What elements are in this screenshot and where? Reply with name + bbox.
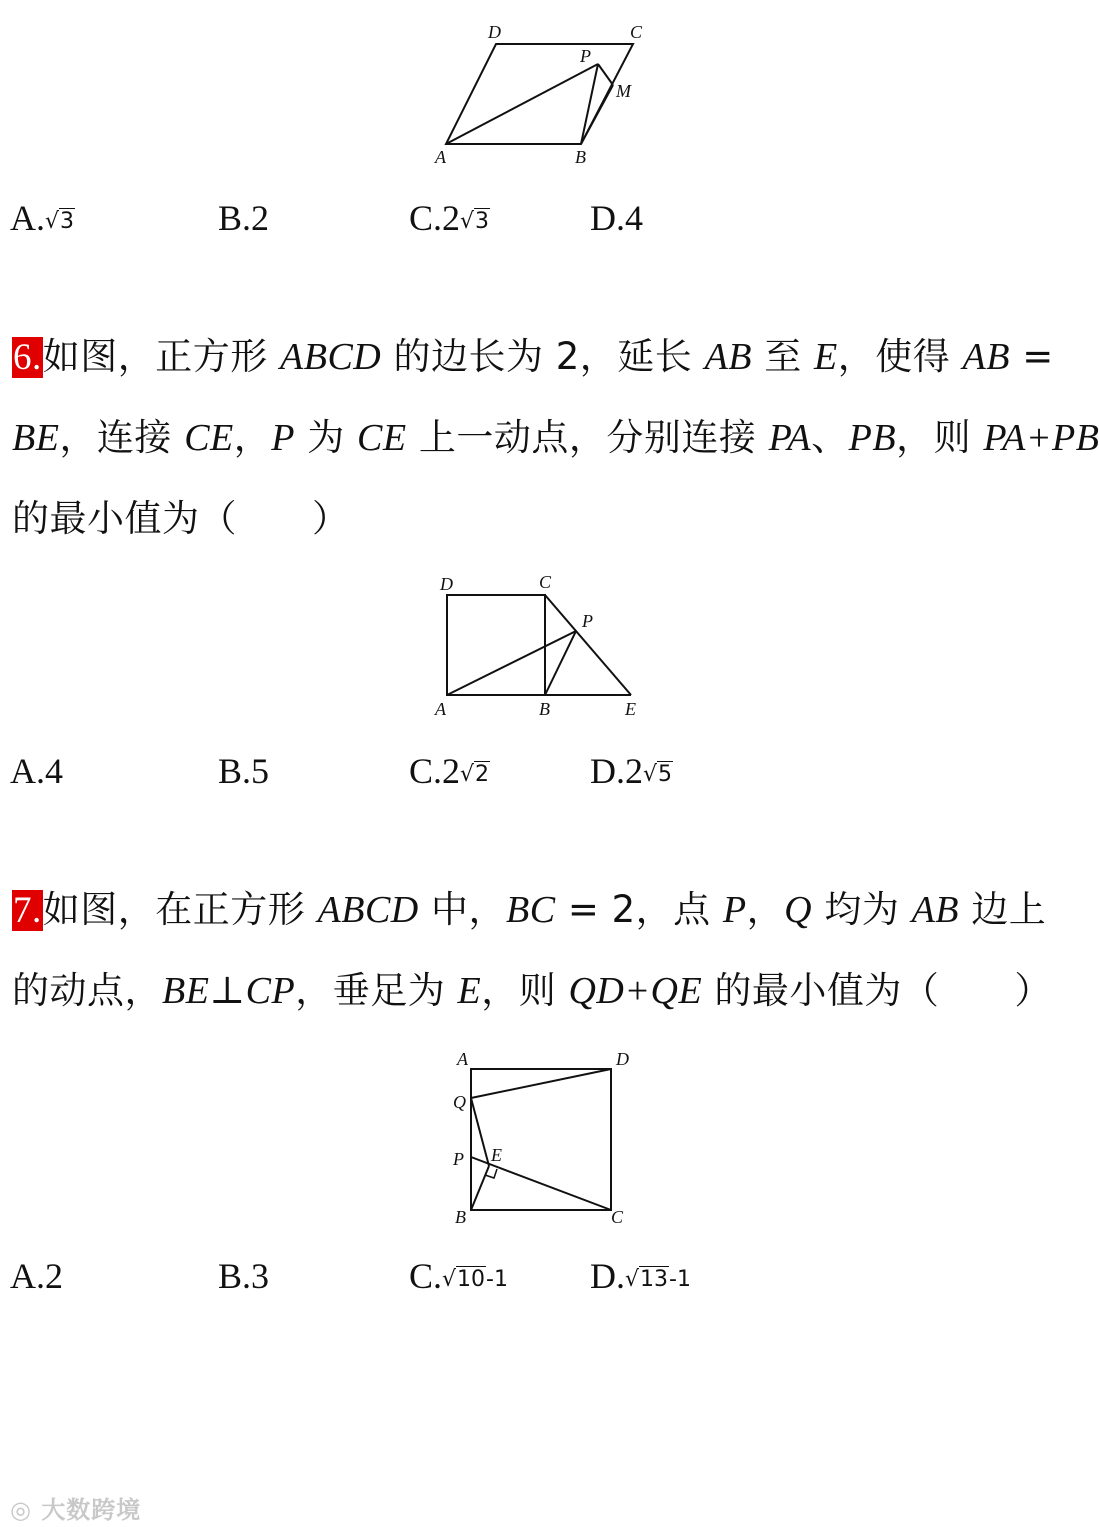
sqrt-expression: √3 [460,209,490,234]
q6-line-3: 的最小值为（ ） [12,497,350,540]
option-prefix: D. [590,751,625,791]
label-C: C [539,572,552,592]
q6-option-b[interactable] [218,751,269,791]
q7-option-b[interactable] [218,1256,269,1296]
sqrt-expression: √10-1 [442,1267,508,1292]
label-E: E [491,1145,502,1165]
option-value: 5 [251,751,270,791]
watermark-icon: ◎ [10,1496,32,1524]
q5-option-d[interactable] [590,198,643,238]
sqrt-expression: √3 [45,209,75,234]
option-prefix: A. [10,751,45,791]
option-coefficient: 2 [442,751,461,791]
q6-line-1: 6.如图，正方形 ABCD 的边长为 2，延长 AB 至 E，使得 AB = [13,335,1054,378]
label-C: C [630,22,643,42]
question-number: 6. [13,337,42,378]
q6-option-c[interactable] [409,751,490,795]
q6-option-d[interactable] [590,751,673,795]
option-coefficient: 2 [625,751,643,791]
sqrt-expression: √13-1 [625,1267,691,1292]
label-B: B [575,147,586,167]
watermark-text: 大数跨境 [41,1496,142,1524]
q5-option-a[interactable] [10,198,75,242]
label-Q: Q [453,1092,466,1112]
q7-option-a[interactable] [10,1256,63,1296]
q6-figure [425,565,655,725]
option-value: 2 [251,198,270,238]
option-prefix: B. [218,751,252,791]
option-prefix: C. [409,751,443,791]
q7-line-1: 7.如图，在正方形 ABCD 中，BC = 2，点 P，Q 均为 AB 边上 [13,888,1047,931]
option-prefix: A. [10,198,45,238]
label-M: M [616,81,631,101]
label-P: P [582,611,593,631]
label-P: P [453,1149,464,1169]
q6-stem [12,316,1099,559]
q7-line-2: 的动点，BE⊥CP，垂足为 E，则 QD+QE 的最小值为（ ） [12,969,1052,1012]
label-P: P [580,46,591,66]
label-D: D [440,574,453,594]
q7-option-c[interactable] [409,1256,508,1300]
option-prefix: D. [590,1256,625,1296]
option-value: 3 [251,1256,270,1296]
q5-figure [420,15,660,175]
option-prefix: B. [218,1256,252,1296]
option-value: 4 [45,751,63,791]
option-prefix: A. [10,1256,45,1296]
q6-line-2: BE，连接 CE，P 为 CE 上一动点，分别连接 PA、PB，则 PA+PB [12,416,1099,459]
q5-option-b[interactable] [218,198,269,238]
label-D: D [616,1049,629,1069]
q6-option-a[interactable] [10,751,63,791]
label-E: E [625,699,636,719]
watermark-logo [10,1490,141,1525]
label-B: B [539,699,550,719]
label-D: D [488,22,501,42]
q7-option-d[interactable] [590,1256,691,1300]
option-value: 4 [625,198,643,238]
label-A: A [435,147,446,167]
sqrt-expression: √5 [643,762,673,787]
q7-figure [445,1048,640,1233]
option-prefix: C. [409,1256,443,1296]
q7-stem [12,869,1072,1031]
label-A: A [457,1049,468,1069]
option-value: 2 [45,1256,63,1296]
question-number: 7. [13,890,42,931]
label-C: C [611,1207,624,1227]
label-B: B [455,1207,466,1227]
option-coefficient: 2 [442,198,461,238]
label-A: A [435,699,446,719]
q5-option-c[interactable] [409,198,490,242]
option-prefix: B. [218,198,252,238]
sqrt-expression: √2 [460,762,490,787]
option-prefix: C. [409,198,443,238]
option-prefix: D. [590,198,625,238]
